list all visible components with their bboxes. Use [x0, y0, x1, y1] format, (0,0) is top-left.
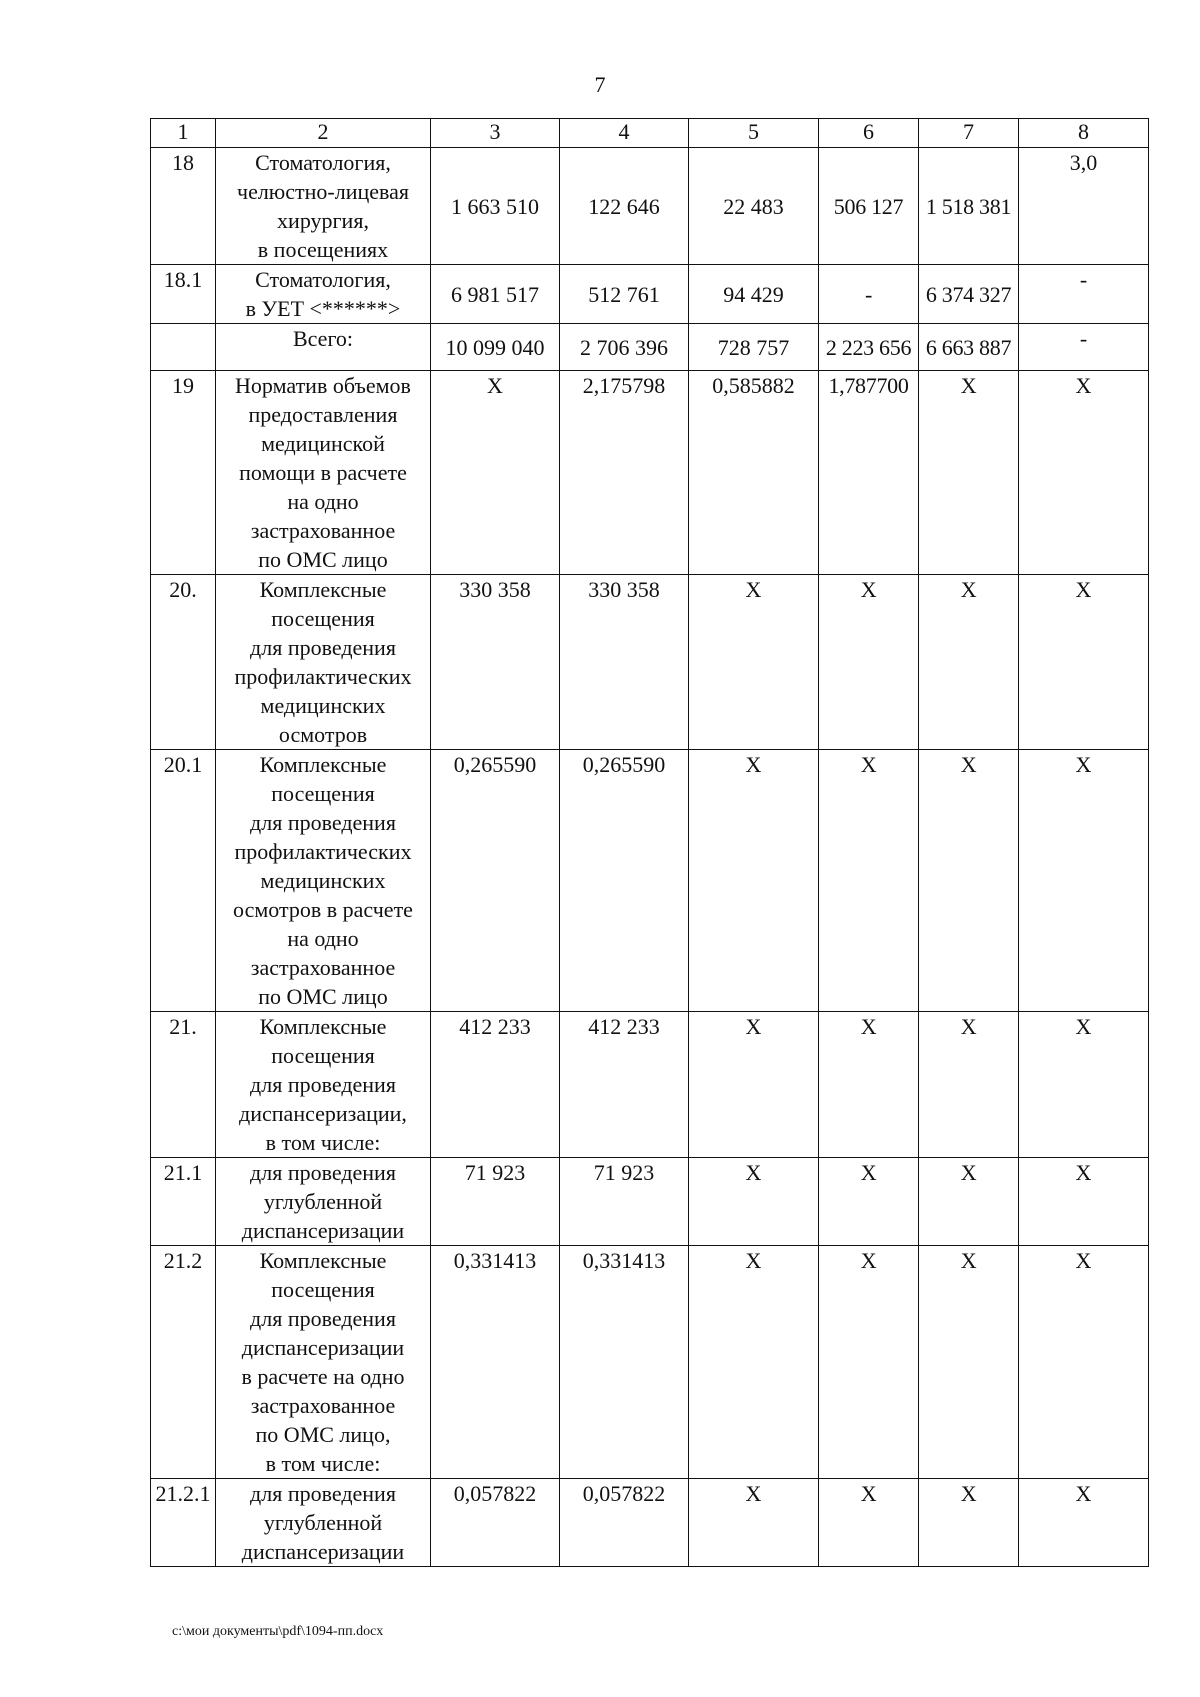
col3-cell: 1 663 510 — [431, 148, 560, 265]
col6-cell: Х — [819, 1012, 919, 1158]
col6-cell: Х — [819, 750, 919, 1012]
col5-cell: Х — [689, 750, 819, 1012]
col6-cell: Х — [819, 1479, 919, 1567]
col6-cell: - — [819, 265, 919, 324]
col7-cell: Х — [919, 750, 1019, 1012]
table-row — [151, 1246, 1149, 1479]
row-number-cell: 21. — [151, 1012, 216, 1158]
col7-cell: Х — [919, 1012, 1019, 1158]
column-header: 7 — [919, 119, 1019, 148]
row-name-cell: Комплексные посещения для проведения профилактических медицинских осмотров — [216, 575, 431, 750]
col8-cell: Х — [1019, 1158, 1149, 1246]
row-name-cell: для проведения углубленной диспансеризации — [216, 1479, 431, 1567]
row-number-cell: 21.2.1 — [151, 1479, 216, 1567]
column-header: 8 — [1019, 119, 1149, 148]
col5-cell: Х — [689, 1158, 819, 1246]
col5-cell: 728 757 — [689, 324, 819, 371]
table-header-row — [151, 119, 1149, 148]
table-row — [151, 324, 1149, 371]
col3-cell: Х — [431, 371, 560, 575]
col7-cell: Х — [919, 371, 1019, 575]
col5-cell: 22 483 — [689, 148, 819, 265]
col7-cell: Х — [919, 575, 1019, 750]
col8-cell: 3,0 — [1019, 148, 1149, 265]
col8-cell: - — [1019, 324, 1149, 371]
col8-cell: Х — [1019, 1246, 1149, 1479]
row-name-cell: Комплексные посещения для проведения диспансеризации в расчете на одно застрахованное по ОМС лицо, в том числе: — [216, 1246, 431, 1479]
col8-cell: Х — [1019, 371, 1149, 575]
table-row — [151, 371, 1149, 575]
col6-cell: 506 127 — [819, 148, 919, 265]
page-number: 7 — [594, 72, 606, 97]
row-number-cell: 19 — [151, 371, 216, 575]
col8-cell: Х — [1019, 575, 1149, 750]
col3-cell: 6 981 517 — [431, 265, 560, 324]
col6-cell: Х — [819, 1246, 919, 1479]
data-table — [150, 118, 1149, 1567]
col7-cell: 6 663 887 — [919, 324, 1019, 371]
column-header: 2 — [216, 119, 431, 148]
column-header: 4 — [560, 119, 689, 148]
col4-cell: 2,175798 — [560, 371, 689, 575]
col3-cell: 330 358 — [431, 575, 560, 750]
col6-cell: 1,787700 — [819, 371, 919, 575]
column-header: 5 — [689, 119, 819, 148]
row-number-cell — [151, 324, 216, 371]
col6-cell: Х — [819, 575, 919, 750]
col5-cell: Х — [689, 1012, 819, 1158]
col6-cell: 2 223 656 — [819, 324, 919, 371]
col3-cell: 0,265590 — [431, 750, 560, 1012]
row-number-cell: 18.1 — [151, 265, 216, 324]
table-row — [151, 265, 1149, 324]
col5-cell: Х — [689, 1479, 819, 1567]
row-number-cell: 21.2 — [151, 1246, 216, 1479]
col4-cell: 0,331413 — [560, 1246, 689, 1479]
row-name-cell: Комплексные посещения для проведения диспансеризации, в том числе: — [216, 1012, 431, 1158]
col4-cell: 2 706 396 — [560, 324, 689, 371]
column-header: 3 — [431, 119, 560, 148]
row-number-cell: 20.1 — [151, 750, 216, 1012]
row-number-cell: 18 — [151, 148, 216, 265]
row-name-cell: Норматив объемов предоставления медицинской помощи в расчете на одно застрахованное по ОМС лицо — [216, 371, 431, 575]
row-number-cell: 21.1 — [151, 1158, 216, 1246]
column-header: 6 — [819, 119, 919, 148]
col6-cell: Х — [819, 1158, 919, 1246]
table-row — [151, 750, 1149, 1012]
row-number-cell: 20. — [151, 575, 216, 750]
table-row — [151, 148, 1149, 265]
col5-cell: Х — [689, 1246, 819, 1479]
col4-cell: 512 761 — [560, 265, 689, 324]
col8-cell: - — [1019, 265, 1149, 324]
col7-cell: Х — [919, 1246, 1019, 1479]
col3-cell: 412 233 — [431, 1012, 560, 1158]
row-name-cell: Стоматология, челюстно-лицевая хирургия, в посещениях — [216, 148, 431, 265]
row-name-cell: Всего: — [216, 324, 431, 371]
col4-cell: 0,265590 — [560, 750, 689, 1012]
col5-cell: 0,585882 — [689, 371, 819, 575]
row-name-cell: для проведения углубленной диспансеризации — [216, 1158, 431, 1246]
col4-cell: 0,057822 — [560, 1479, 689, 1567]
col4-cell: 71 923 — [560, 1158, 689, 1246]
col7-cell: 6 374 327 — [919, 265, 1019, 324]
col4-cell: 122 646 — [560, 148, 689, 265]
footer-file-path: c:\мои документы\pdf\1094-пп.docx — [172, 1624, 384, 1639]
col4-cell: 330 358 — [560, 575, 689, 750]
table-row — [151, 575, 1149, 750]
column-header: 1 — [151, 119, 216, 148]
col7-cell: Х — [919, 1158, 1019, 1246]
table-body — [151, 119, 1149, 1567]
row-name-cell: Комплексные посещения для проведения профилактических медицинских осмотров в расчете на одно застрахованное по ОМС лицо — [216, 750, 431, 1012]
col4-cell: 412 233 — [560, 1012, 689, 1158]
col5-cell: 94 429 — [689, 265, 819, 324]
col3-cell: 0,057822 — [431, 1479, 560, 1567]
col3-cell: 71 923 — [431, 1158, 560, 1246]
col3-cell: 10 099 040 — [431, 324, 560, 371]
col8-cell: Х — [1019, 1012, 1149, 1158]
col7-cell: Х — [919, 1479, 1019, 1567]
table-row — [151, 1012, 1149, 1158]
col8-cell: Х — [1019, 1479, 1149, 1567]
row-name-cell: Стоматология, в УЕТ <******> — [216, 265, 431, 324]
col8-cell: Х — [1019, 750, 1149, 1012]
table-row — [151, 1479, 1149, 1567]
col5-cell: Х — [689, 575, 819, 750]
col3-cell: 0,331413 — [431, 1246, 560, 1479]
table-row — [151, 1158, 1149, 1246]
col7-cell: 1 518 381 — [919, 148, 1019, 265]
